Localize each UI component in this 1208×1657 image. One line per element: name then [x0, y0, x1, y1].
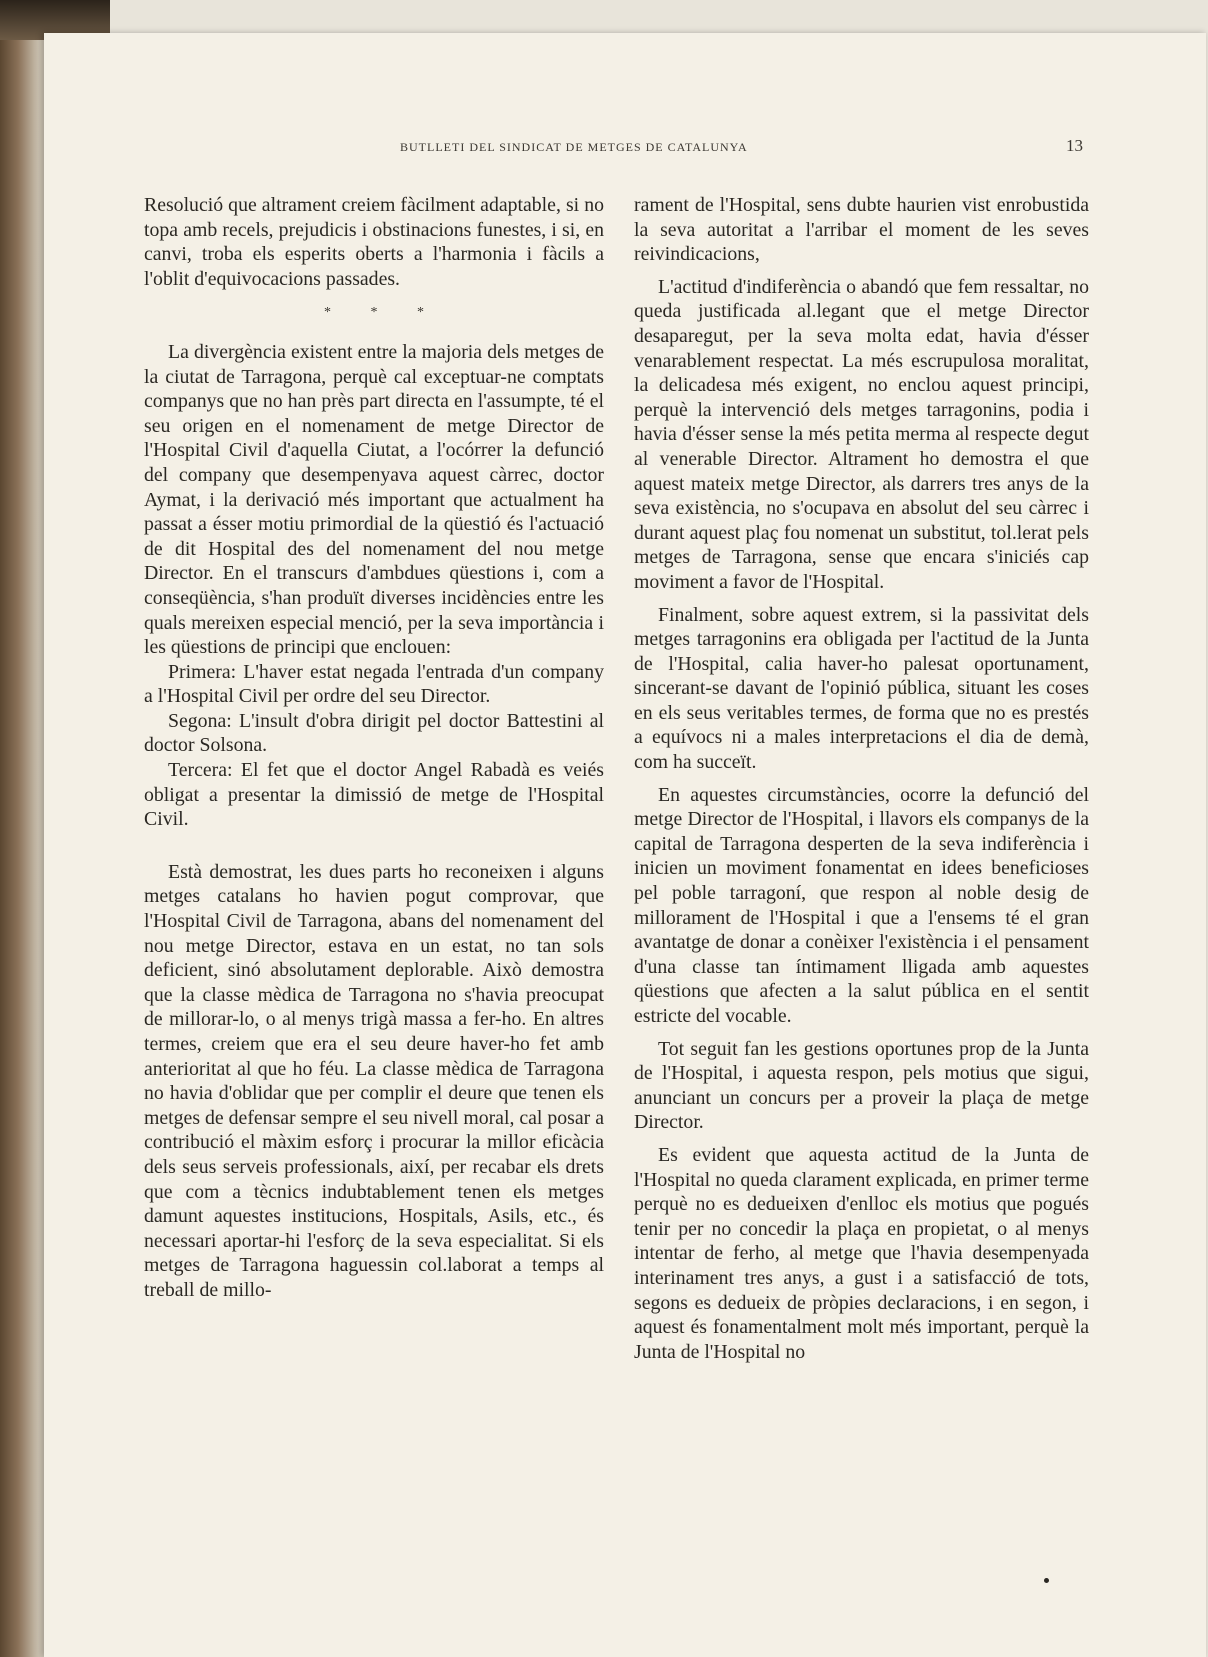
page-number: 13 — [1066, 136, 1083, 155]
paragraph: Primera: L'haver estat negada l'entrada d'un company a l'Hospital Civil per ordre del seu Director. — [144, 660, 604, 708]
left-column — [144, 193, 604, 1303]
paragraph: Finalment, sobre aquest extrem, si la passivitat dels metges tarragonins era obligada per l'actitud de la Junta de l'Hospital, calia haver-ho palesat oportunament, sincerant-se davant de l'opinió pública, situant les coses en els seus veritables termes, de forma que no es prestés a equívocs ni a males interpretacions el dia de demà, com ha succeït. — [634, 603, 1089, 774]
paragraph: La divergència existent entre la majoria dels metges de la ciutat de Tarragona, perquè cal exceptuar-ne comptats companys que no han près part directa en l'assumpte, té el seu origen en el nomenament de metge Director de l'Hospital Civil d'aquella Ciutat, a l'ocórrer la defunció del company que desempenyava aquest càrrec, doctor Aymat, i la derivació més important que actualment ha passat a ésser motiu primordial de la qüestió és l'actuació de dit Hospital des del nomenament del nou metge Director. En el transcurs d'ambdues qüestions i, com a conseqüència, s'han produït diverses incidències entre les quals mereixen especial menció, per la seva importància i les qüestions de principi que enclouen: — [144, 340, 604, 659]
paragraph: Tot seguit fan les gestions oportunes prop de la Junta de l'Hospital, i aquesta respon, pels motius que sigui, anunciant un concurs per a proveir la plaça de metge Director. — [634, 1037, 1089, 1134]
paragraph: Es evident que aquesta actitud de la Junta de l'Hospital no queda clarament explicada, en primer terme perquè no es dedueixen d'enlloc els motius que pogués tenir per no concedir la plaça en propietat, o al menys intentar de ferho, al metge que l'havia desempenyada interinament tres anys, a gust i a satisfacció de tots, segons es dedueix de pròpies declaracions, i en segon, i aquest és fonamentalment molt més important, perquè la Junta de l'Hospital no — [634, 1143, 1089, 1363]
ink-dot — [1044, 1578, 1049, 1583]
paragraph: En aquestes circumstàncies, ocorre la defunció del metge Director de l'Hospital, i llavors els companys de la capital de Tarragona desperten de la seva indiferència i inicien un moviment fonamentat en idees beneficioses pel poble tarragoní, que respon al noble desig de millorament de l'Hospital i que a l'ensems té el gran avantatge de donar a conèixer l'existència i el pensament d'una classe tan íntimament lligada amb aquestes qüestions que afecten a la salut pública en el sentit estricte del vocable. — [634, 783, 1089, 1027]
paragraph: Tercera: El fet que el doctor Angel Rabadà es veiés obligat a presentar la dimissió de metge de l'Hospital Civil. — [144, 759, 604, 831]
document-page — [44, 33, 1206, 1657]
paragraph: Està demostrat, les dues parts ho reconeixen i alguns metges catalans ho havien pogut comprovar, que l'Hospital Civil de Tarragona, abans del nomenament del nou metge Director, estava en un estat, no tan sols deficient, sinó absolutament deplorable. Això demostra que la classe mèdica de Tarragona no s'havia preocupat de millorar-lo, o al menys trigà massa a fer-ho. En altres termes, creiem que era el seu deure haver-ho fet amb anterioritat al que ho féu. La classe mèdica de Tarragona no havia d'oblidar que per complir el deure que tenen els metges de defensar sempre el seu nivell moral, cal posar a contribució el màxim esforç i procurar la millor eficàcia dels seus serveis professionals, així, per recabar els drets que com a tècnics indubtablement tenen els metges damunt aquestes institucions, Hospitals, Asils, etc., és necessari aportar-hi l'esforç de la seva especialitat. Si els metges de Tarragona haguessin col.laborat a temps al treball de millo- — [144, 860, 604, 1301]
right-column — [634, 193, 1089, 1364]
paragraph: Resolució que altrament creiem fàcilment adaptable, si no topa amb recels, prejudicis i obstinacions funestes, i si, en canvi, troba els esperits oberts a l'harmonia i fàcils a l'oblit d'equivocacions passades. — [144, 194, 604, 290]
paragraph: Segona: L'insult d'obra dirigit pel doctor Battestini al doctor Solsona. — [144, 709, 604, 757]
paragraph: rament de l'Hospital, sens dubte haurien vist enrobustida la seva autoritat a l'arribar el moment de les seves reivindicacions, — [634, 194, 1089, 266]
paragraph: L'actitud d'indiferència o abandó que fem ressaltar, no queda justificada al.legant que el metge Director desaparegut, per la seva molta edat, havia d'ésser venarablement respectat. La més escrupulosa moralitat, la delicadesa més exigent, no enclou aquest principi, perquè la intervenció dels metges tarragonins, podia i havia d'ésser sense la més petita merma al respecte degut al venerable Director. Altrament ho demostra el que aquest mateix metge Director, als darrers tres anys de la seva existència, no s'ocupava en absolut del seu càrrec i durant aquest plaç fou nomenat un substitut, tol.lerat pels metges de Tarragona, sense que encara s'iniciés cap moviment a favor de l'Hospital. — [634, 275, 1089, 593]
running-title: BUTLLETI DEL SINDICAT DE METGES DE CATALUNYA — [400, 140, 748, 154]
section-separator: * * * — [324, 305, 442, 321]
